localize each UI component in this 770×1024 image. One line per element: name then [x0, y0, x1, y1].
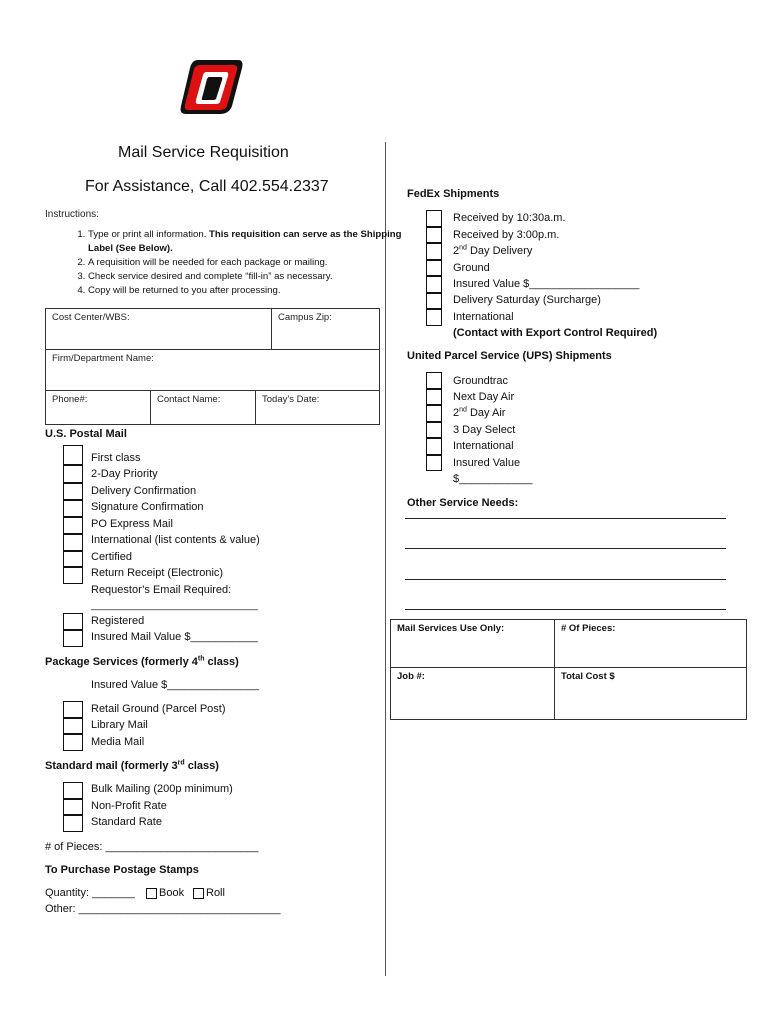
office-total-label: Total Cost $: [561, 671, 615, 682]
usps-item: International (list contents & value): [91, 534, 260, 546]
standard-heading: Standard mail (formerly 3rd class): [45, 759, 219, 772]
fedex-checkbox-300[interactable]: [426, 227, 442, 243]
package-item: Media Mail: [91, 736, 145, 748]
other-line[interactable]: [405, 579, 726, 580]
standard-checkbox-standard-rate[interactable]: [63, 815, 83, 832]
stamps-quantity-field[interactable]: Quantity: _______: [45, 887, 135, 899]
fedex-item: 2nd Day Delivery: [453, 244, 533, 257]
office-job-cell: [390, 667, 555, 720]
usps-item: Signature Confirmation: [91, 501, 204, 513]
package-checkbox-retail-ground[interactable]: [63, 701, 83, 718]
usps-item: Delivery Confirmation: [91, 485, 197, 497]
office-use-cell: [390, 619, 555, 668]
package-item: Retail Ground (Parcel Post): [91, 703, 226, 715]
stamps-heading: To Purchase Postage Stamps: [45, 864, 199, 876]
usps-item: 2-Day Priority: [91, 468, 158, 480]
stamps-other-field[interactable]: Other: _________________________________: [45, 903, 281, 915]
ups-checkbox-groundtrac[interactable]: [426, 372, 442, 389]
usps-item: PO Express Mail: [91, 518, 173, 530]
insured-mail-value[interactable]: Insured Mail Value $___________: [91, 631, 258, 643]
stamps-roll-label: Roll: [206, 887, 225, 899]
usps-checkbox-delivery[interactable]: [63, 483, 83, 500]
package-checkbox-library[interactable]: [63, 718, 83, 734]
ups-item: 3 Day Select: [453, 424, 516, 436]
usps-item: First class: [91, 452, 141, 464]
package-checkbox-media[interactable]: [63, 734, 83, 751]
instructions-list: [48, 228, 408, 298]
usps-checkbox-certified[interactable]: [63, 551, 83, 567]
fedex-heading: FedEx Shipments: [407, 188, 500, 200]
office-job-label: Job #:: [397, 671, 425, 682]
other-heading: Other Service Needs:: [407, 497, 519, 509]
fedex-item[interactable]: Insured Value $__________________: [453, 278, 640, 290]
ups-item: Next Day Air: [453, 391, 515, 403]
contact-name-label: Contact Name:: [157, 394, 221, 405]
fedex-checkbox-international[interactable]: [426, 309, 442, 326]
ups-item: International: [453, 440, 514, 452]
ups-item: Insured Value: [453, 457, 521, 469]
fedex-item: Received by 3:00p.m.: [453, 229, 560, 241]
instruction-item: 1. Type or print all information. This requisition can serve as the Shipping Label (See Below).: [88, 228, 408, 256]
standard-checkbox-bulk[interactable]: [63, 782, 83, 799]
contact-name-field[interactable]: [150, 390, 256, 425]
usps-checkbox-first-class[interactable]: [63, 445, 83, 465]
stamps-roll-checkbox[interactable]: [193, 888, 204, 899]
standard-item: Standard Rate: [91, 816, 162, 828]
ups-checkbox-international[interactable]: [426, 438, 442, 455]
campus-zip-field[interactable]: [271, 308, 380, 350]
fedex-checkbox-2day[interactable]: [426, 243, 442, 260]
fedex-item: Received by 10:30a.m.: [453, 212, 566, 224]
standard-checkbox-nonprofit[interactable]: [63, 799, 83, 815]
fedex-checkbox-1030[interactable]: [426, 210, 442, 227]
package-heading: Package Services (formerly 4th class): [45, 655, 239, 668]
usps-checkbox-priority[interactable]: [63, 465, 83, 483]
registered-label: Registered: [91, 615, 145, 627]
fedex-checkbox-insured[interactable]: [426, 276, 442, 293]
fedex-item: Ground: [453, 262, 490, 274]
package-insured-value[interactable]: Insured Value $_______________: [91, 679, 260, 691]
ups-checkbox-next-day[interactable]: [426, 389, 442, 405]
office-pieces-cell: [554, 619, 747, 668]
cost-center-field[interactable]: [45, 308, 272, 350]
stamps-book-label: Book: [159, 887, 185, 899]
phone-label: Phone#:: [52, 394, 88, 405]
other-line[interactable]: [405, 548, 726, 549]
instruction-item: 3. Check service desired and complete “fill-in” as necessary.: [88, 270, 408, 284]
office-use-label: Mail Services Use Only:: [397, 623, 505, 634]
usps-checkbox-international[interactable]: [63, 534, 83, 551]
cost-center-label: Cost Center/WBS:: [52, 312, 130, 323]
usps-item: Return Receipt (Electronic): [91, 567, 224, 579]
ups-checkbox-insured[interactable]: [426, 455, 442, 471]
ups-checkbox-3day[interactable]: [426, 422, 442, 438]
phone-field[interactable]: [45, 390, 151, 425]
usps-checkbox-registered[interactable]: [63, 613, 83, 630]
standard-item: Non-Profit Rate: [91, 800, 167, 812]
instructions-heading: Instructions:: [45, 209, 99, 220]
firm-department-field[interactable]: [45, 349, 380, 391]
standard-item: Bulk Mailing (200p minimum): [91, 783, 233, 795]
usps-checkbox-express[interactable]: [63, 517, 83, 534]
other-line[interactable]: [405, 518, 726, 519]
requestor-email-label: Requestor’s Email Required:: [91, 584, 232, 596]
usps-checkbox-insured[interactable]: [63, 630, 83, 647]
campus-zip-label: Campus Zip:: [278, 312, 332, 323]
pieces-field[interactable]: # of Pieces: _________________________: [45, 841, 259, 853]
office-total-cell: [554, 667, 747, 720]
package-item: Library Mail: [91, 719, 148, 731]
ups-insured-field[interactable]: $____________: [453, 473, 533, 485]
instruction-item: 2. A requisition will be needed for each package or mailing.: [88, 256, 408, 270]
usps-heading: U.S. Postal Mail: [45, 428, 127, 440]
ups-heading: United Parcel Service (UPS) Shipments: [407, 350, 612, 362]
todays-date-field[interactable]: [255, 390, 380, 425]
firm-department-label: Firm/Department Name:: [52, 353, 154, 364]
other-line[interactable]: [405, 609, 726, 610]
university-logo: [176, 56, 246, 118]
assistance-phone: For Assistance, Call 402.554.2337: [85, 178, 329, 195]
fedex-checkbox-saturday[interactable]: [426, 293, 442, 309]
todays-date-label: Today’s Date:: [262, 394, 320, 405]
ups-item: Groundtrac: [453, 375, 509, 387]
instruction-item: 4. Copy will be returned to you after processing.: [88, 284, 408, 298]
requestor-email-field[interactable]: ______________________________: [91, 600, 258, 611]
usps-checkbox-return-receipt[interactable]: [63, 567, 83, 584]
usps-item: Certified: [91, 551, 132, 563]
stamps-book-checkbox[interactable]: [146, 888, 157, 899]
fedex-item: Delivery Saturday (Surcharge): [453, 294, 601, 306]
fedex-item: International: [453, 311, 514, 323]
office-pieces-label: # Of Pieces:: [561, 623, 616, 634]
ups-item: 2nd Day Air: [453, 406, 506, 419]
fedex-export-note: (Contact with Export Control Required): [453, 327, 658, 339]
form-title: Mail Service Requisition: [118, 144, 289, 161]
usps-checkbox-signature[interactable]: [63, 500, 83, 517]
fedex-checkbox-ground[interactable]: [426, 260, 442, 276]
ups-checkbox-2day[interactable]: [426, 405, 442, 422]
